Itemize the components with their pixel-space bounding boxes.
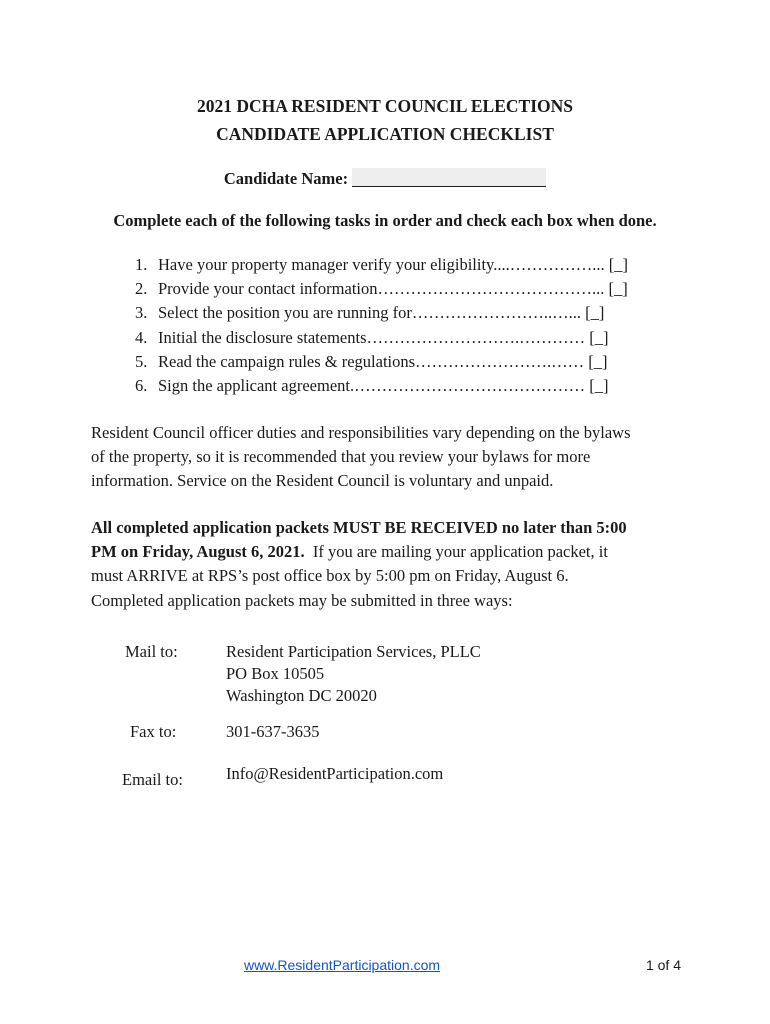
task-item-1[interactable] [135,253,665,277]
deadline-bold-date: PM on Friday, August 6, 2021. [91,542,305,562]
mail-address-line-1: Resident Participation Services, PLLC [226,642,481,661]
paragraph-line: of the property, so it is recommended that you review your bylaws for more [91,447,591,467]
document-title-line-1: 2021 DCHA RESIDENT COUNCIL ELECTIONS [196,96,574,116]
task-item-5[interactable] [135,350,665,374]
fax-number: 301-637-3635 [226,722,320,741]
task-number: 5. [135,351,148,371]
task-item-3[interactable] [135,301,665,325]
task-text: Have your property manager verify your eligibility....……………... [_] [158,255,628,274]
candidate-name-label: Candidate Name: [223,169,349,188]
task-text: Initial the disclosure statements……………………….………… [_] [158,327,609,347]
task-item-4[interactable] [135,326,665,350]
officer-duties-paragraph [91,421,691,494]
fax-label: Fax to: [130,722,177,741]
email-address[interactable]: Info@ResidentParticipation.com [226,764,444,783]
candidate-name-row [0,167,770,191]
task-item-2[interactable] [135,277,665,301]
task-text: Sign the applicant agreement.…………………………………… [_] [158,375,609,395]
website-link[interactable]: www.ResidentParticipation.com [243,957,441,973]
paragraph-line: Resident Council officer duties and responsibilities vary depending on the bylaws [91,423,631,442]
candidate-name-field[interactable] [352,168,546,187]
page-number: 1 of 4 [645,957,681,973]
mail-label: Mail to: [125,642,178,661]
paragraph-line [91,540,691,564]
task-number: 2. [135,279,148,299]
task-number: 3. [135,303,148,323]
task-number: 1. [135,255,148,274]
paragraph-text: If you are mailing your application packet, it [304,542,608,562]
mail-address-line-3: Washington DC 20020 [226,686,377,705]
task-text: Provide your contact information…………………………………... [_] [158,279,628,299]
task-text: Select the position you are running for……………………..…... [_] [158,303,605,323]
task-number: 4. [135,327,148,347]
task-number: 6. [135,375,148,395]
paragraph-line [91,516,691,540]
paragraph-line: must ARRIVE at RPS’s post office box by 5:00 pm on Friday, August 6. [91,566,569,586]
mail-address-line-2: PO Box 10505 [226,664,325,683]
paragraph-line: Completed application packets may be submitted in three ways: [91,590,513,610]
document-title-line-2: CANDIDATE APPLICATION CHECKLIST [216,124,554,144]
task-text: Read the campaign rules & regulations…………………….…… [_] [158,351,608,371]
deadline-bold-text: All completed application packets MUST BE RECEIVED no later than 5:00 [91,518,627,537]
instruction-text: Complete each of the following tasks in order and check each box when done. [113,211,657,230]
deadline-paragraph [91,516,691,613]
email-label: Email to: [122,770,183,789]
task-item-6[interactable] [135,374,665,398]
paragraph-line: information. Service on the Resident Council is voluntary and unpaid. [91,471,554,491]
task-checklist [135,253,665,398]
